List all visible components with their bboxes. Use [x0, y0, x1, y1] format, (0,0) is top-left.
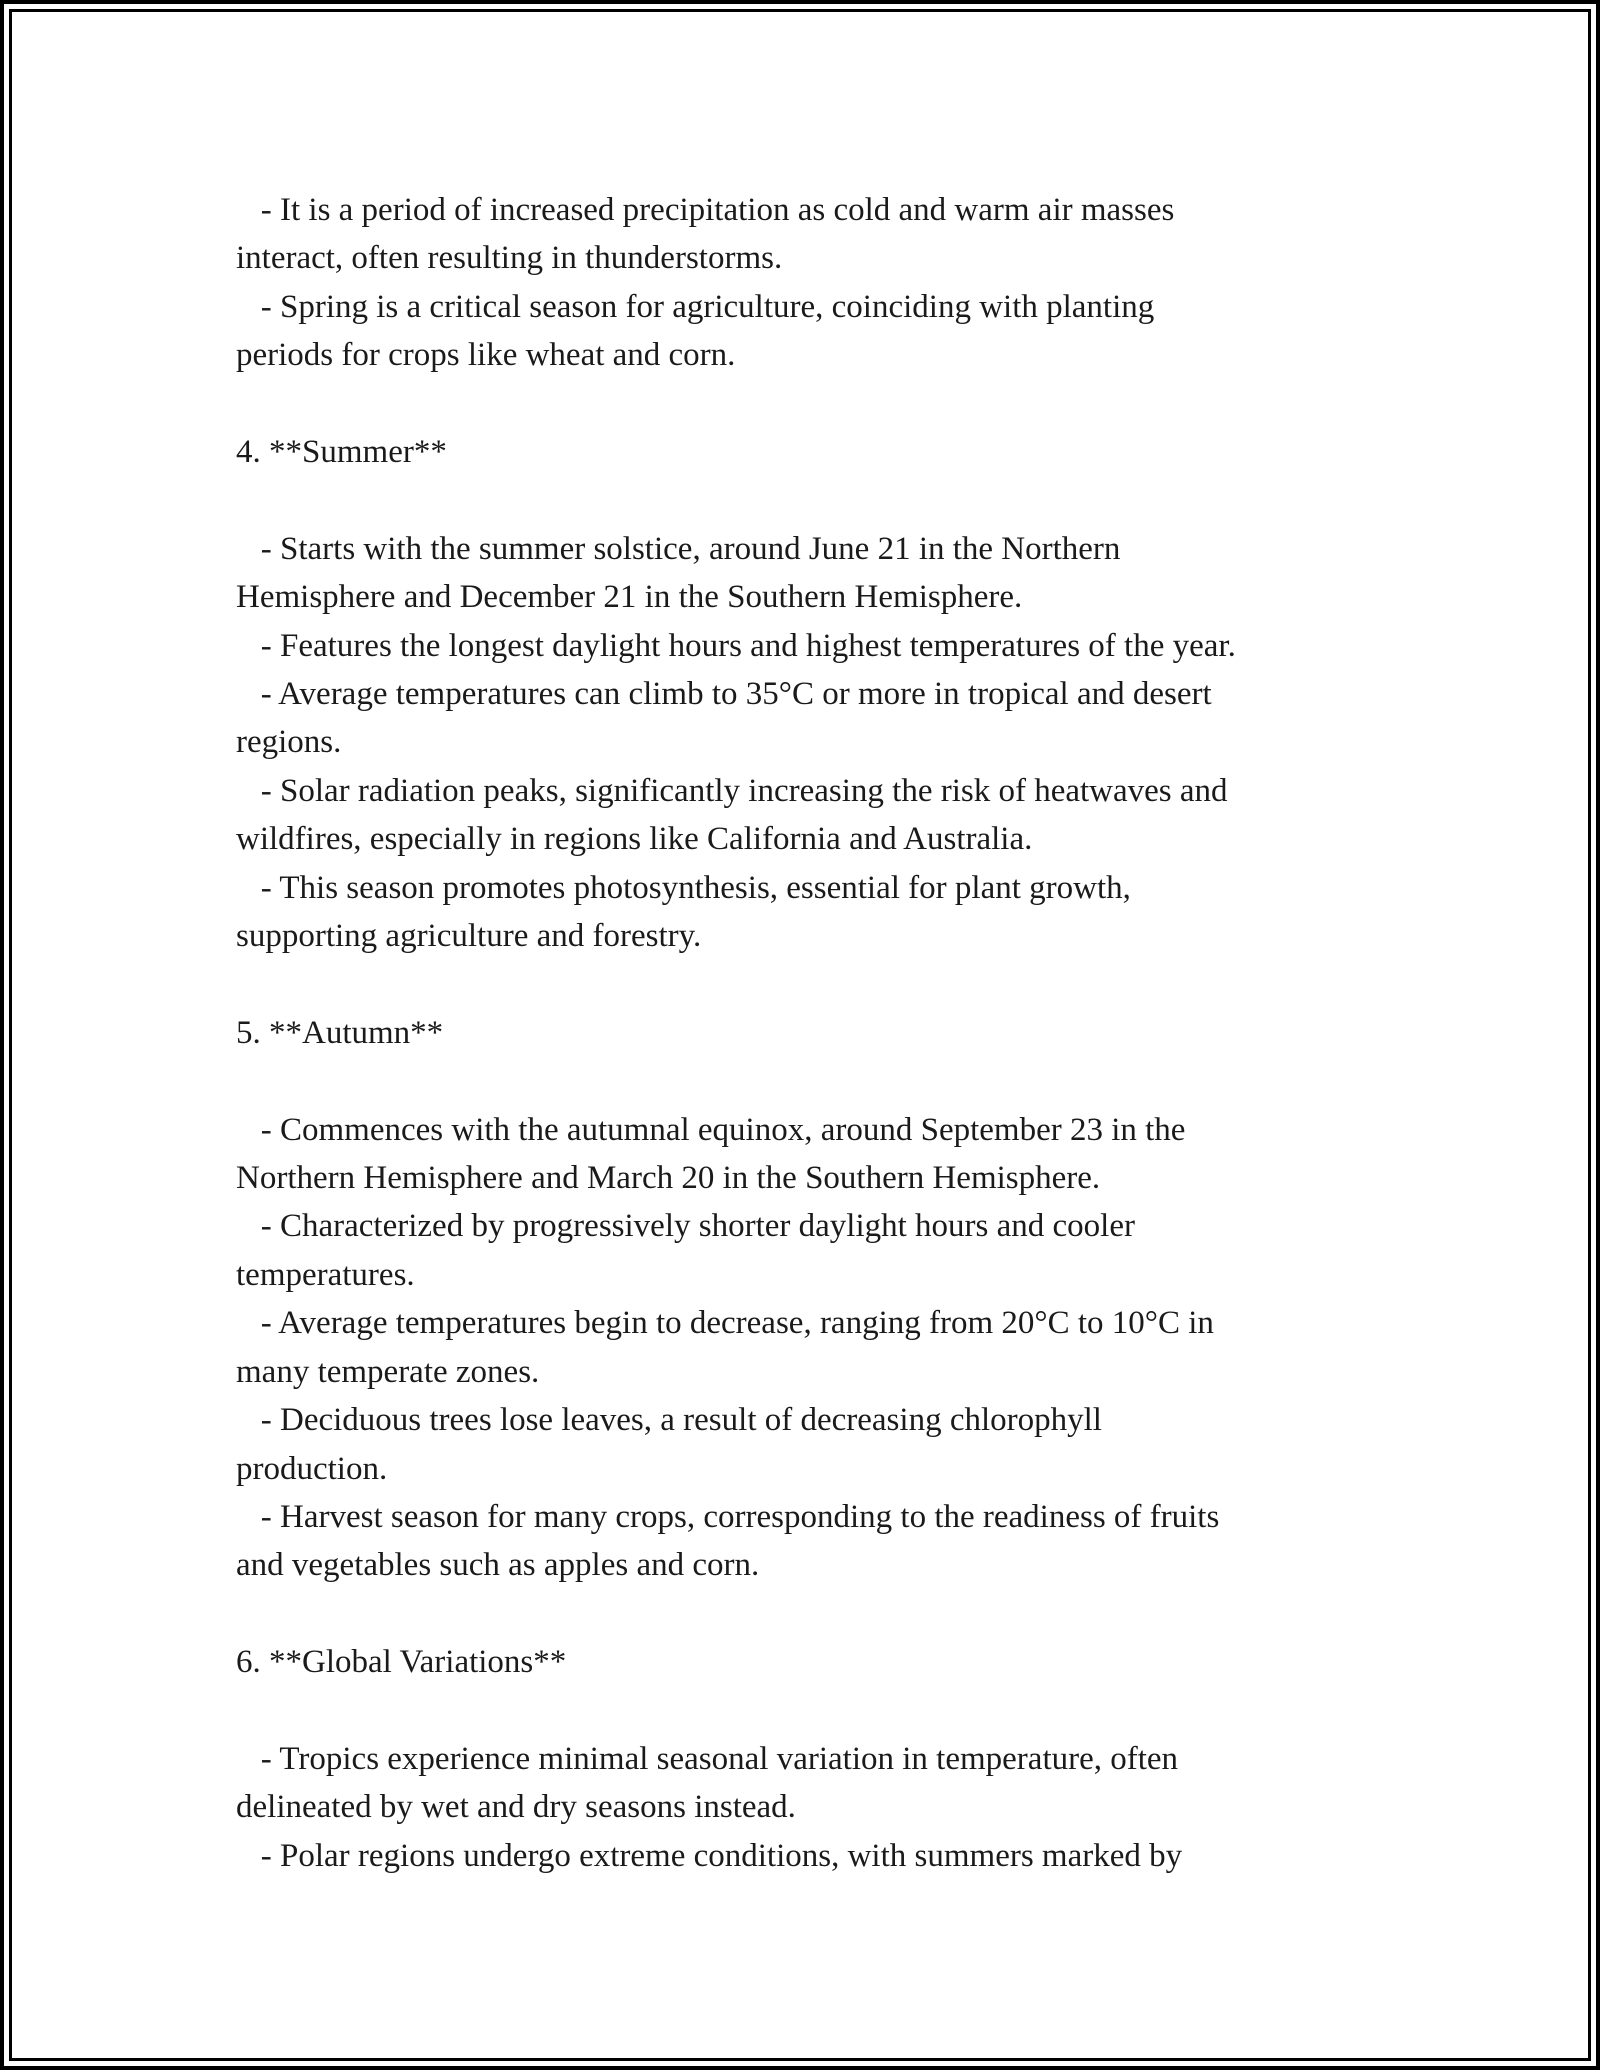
section-heading: 4. **Summer**	[236, 434, 447, 471]
text-line: - Average temperatures begin to decrease, ranging from 20°C to 10°C in	[236, 1305, 1214, 1342]
blank-line	[236, 476, 1416, 524]
document-body	[236, 186, 1416, 1880]
text-line: temperatures.	[236, 1256, 415, 1293]
text-line: regions.	[236, 724, 342, 761]
text-line: supporting agriculture and forestry.	[236, 918, 702, 955]
text-line: - Solar radiation peaks, significantly increasing the risk of heatwaves and	[236, 772, 1228, 809]
text-line: interact, often resulting in thunderstorms.	[236, 240, 783, 277]
text-line: many temperate zones.	[236, 1353, 540, 1390]
text-line: and vegetables such as apples and corn.	[236, 1547, 760, 1584]
text-line: periods for crops like wheat and corn.	[236, 337, 736, 374]
text-line: - This season promotes photosynthesis, essential for plant growth,	[236, 869, 1131, 906]
text-line: - Average temperatures can climb to 35°C or more in tropical and desert	[236, 676, 1212, 713]
text-line: - Polar regions undergo extreme conditions, with summers marked by	[236, 1837, 1183, 1874]
text-line: Hemisphere and December 21 in the Southern Hemisphere.	[236, 579, 1023, 616]
blank-line	[236, 1590, 1416, 1638]
text-line: - Spring is a critical season for agriculture, coinciding with planting	[236, 288, 1155, 325]
section-heading: 5. **Autumn**	[236, 1014, 444, 1051]
blank-line	[236, 1687, 1416, 1735]
text-line: - Commences with the autumnal equinox, around September 23 in the	[236, 1111, 1186, 1148]
blank-line	[236, 1057, 1416, 1105]
text-line: wildfires, especially in regions like California and Australia.	[236, 821, 1033, 858]
text-line: delineated by wet and dry seasons instead.	[236, 1789, 796, 1826]
text-line: - Deciduous trees lose leaves, a result of decreasing chlorophyll	[236, 1402, 1102, 1439]
text-line: - Tropics experience minimal seasonal variation in temperature, often	[236, 1740, 1179, 1777]
text-line: - Features the longest daylight hours and highest temperatures of the year.	[236, 627, 1236, 664]
text-line: - It is a period of increased precipitation as cold and warm air masses	[236, 192, 1175, 228]
text-line: - Characterized by progressively shorter daylight hours and cooler	[236, 1208, 1135, 1245]
text-line: - Harvest season for many crops, corresponding to the readiness of fruits	[236, 1498, 1220, 1535]
blank-line	[236, 380, 1416, 428]
text-line: - Starts with the summer solstice, around June 21 in the Northern	[236, 530, 1121, 567]
section-heading: 6. **Global Variations**	[236, 1644, 567, 1681]
text-line: Northern Hemisphere and March 20 in the Southern Hemisphere.	[236, 1160, 1101, 1197]
blank-line	[236, 960, 1416, 1008]
text-line: production.	[236, 1450, 388, 1487]
